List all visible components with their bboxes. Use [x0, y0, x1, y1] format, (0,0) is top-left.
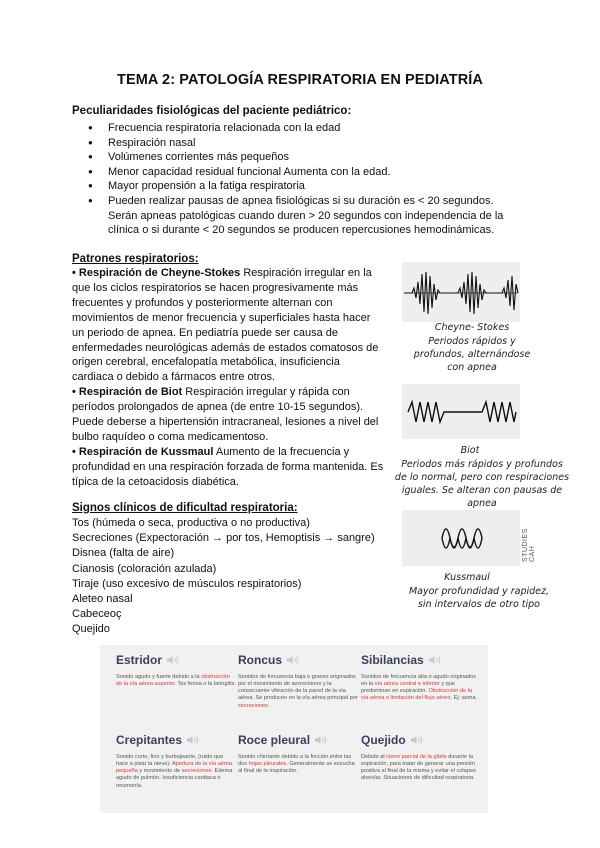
list-item: Tos (húmeda o seca, productiva o no productiva) — [72, 517, 310, 529]
cheyne-text: Respiración irregular en la que los ciclos respiratorios se hacen progresivamente más frecuentes y profundos y posteriormente alternan con movimientos de menor frecuencia y superficiales hasta hacer un periodo de apnea. En pediatría puede ser causa de enfermedades neurológicas además de estados comatosos de origen cerebral, encefalopatía metabólica, insuficiencia cardiaca o debido a fármacos entre otros. — [72, 267, 379, 384]
cheyne-stokes-caption: Periodos rápidos y profundos, alternándose con apnea — [413, 336, 531, 373]
biot-figure — [402, 384, 520, 439]
sound-card-roncus: Roncus Sonidos de frecuencia baja o graves originados por el movimiento de secreciones y la consecuente vibración de la pared de la vía aérea. Se producen en la vía aérea principal por secreciones. — [238, 653, 358, 709]
patrones-heading: Patrones respiratorios: — [72, 253, 199, 265]
sounds-panel — [100, 645, 488, 813]
speaker-icon[interactable] — [428, 654, 442, 668]
cheyne-term: • Respiración de Cheyne-Stokes — [72, 267, 241, 279]
sound-card-quejido: Quejido Debido al cierre parcial de la glotis durante la espiración, para tratar de generar una presión positiva al final de la misma y evitar el colapso alveolar. Situaciones de dificultad respiratoria. — [361, 733, 476, 782]
speaker-icon[interactable] — [166, 654, 180, 668]
cheyne-stokes-waveform — [402, 262, 520, 322]
kussmaul-term: • Respiración de Kussmaul — [72, 445, 214, 458]
speaker-icon[interactable] — [314, 734, 328, 748]
kussmaul-figure — [402, 510, 520, 566]
list-item: Disnea (falta de aire) — [72, 547, 175, 560]
sound-card-estridor: Estridor Sonido agudo y fuerte debido a la obstrucción de la vía aérea superior. Tos ferina o la laringitis. — [116, 653, 236, 688]
speaker-icon[interactable] — [186, 734, 200, 748]
patrones-text — [72, 266, 384, 490]
list-item: Secreciones (Expectoración → por tos, Hemoptisis → sangre) — [72, 532, 375, 545]
watermark: STUDIES CAH — [522, 528, 536, 562]
kussmaul-text: Aumento de la frecuencia y profundidad en una respiración forzada de forma mantenida. Es típica de la cetoacidosis diabética. — [72, 445, 384, 488]
list-item: ● Menor capacidad residual funcional Aumenta con la edad. — [72, 165, 527, 180]
sound-title: Roce pleural — [238, 733, 311, 747]
list-item: Cabeceoç — [72, 608, 122, 621]
list-item: Tiraje (uso excesivo de músculos respiratorios) — [72, 577, 302, 590]
biot-term: • Respiración de Biot — [72, 386, 183, 399]
page-title: TEMA 2: PATOLOGÍA RESPIRATORIA EN PEDIATRÍA — [116, 72, 483, 88]
list-item: Aleteo nasal — [72, 593, 133, 606]
speaker-icon[interactable] — [410, 734, 424, 748]
sound-card-sibilancias: Sibilancias Sonidos de frecuencia alta o agudo originados en la vía aérea central e inferior y que predominan en espiración. Obstrucción de la vía aérea o limitación del flujo aéreo. Ej: asma. — [361, 653, 477, 702]
sound-title: Crepitantes — [116, 733, 183, 747]
sound-title: Sibilancias — [361, 653, 424, 667]
sound-card-crepitantes: Crepitantes Sonido corto, fino y burbujeante, (ruido que hace a pisar la nieve). Apertura de la vía aérea pequeña y movimiento de secreciones. Edema agudo de pulmón. Insuficiencia cardiaca o neumonía. — [116, 733, 233, 789]
sound-title: Roncus — [238, 653, 283, 667]
list-item: Cianosis (coloración azulada) — [72, 562, 217, 575]
biot-waveform — [402, 384, 520, 439]
list-item: ● Respiración nasal — [72, 136, 527, 151]
list-item: ● Mayor propensión a la fatiga respiratoria — [72, 179, 527, 194]
signos-heading: Signos clínicos de dificultad respiratoria: — [72, 502, 298, 514]
list-item: ● Volúmenes corrientes más pequeños — [72, 150, 527, 165]
kussmaul-caption: Mayor profundidad y rapidez, sin intervalos de otro tipo — [408, 586, 549, 610]
cheyne-stokes-figure — [402, 262, 520, 322]
peculiaridades-heading: Peculiaridades fisiológicas del paciente pediátrico: — [72, 105, 352, 117]
kussmaul-waveform — [402, 510, 520, 566]
sound-title: Quejido — [361, 733, 406, 747]
signos-list — [72, 516, 375, 638]
speaker-icon[interactable] — [286, 654, 300, 668]
list-item: Quejido — [72, 623, 110, 636]
list-item: ● Pueden realizar pausas de apnea fisiológicas si su duración es < 20 segundos. Serán apneas patológicas cuando duren > 20 segundos con independencia de la clínica o si durante < 20 segundos se producen repercusiones hemodinámicas. — [72, 194, 527, 238]
sound-card-roce-pleural: Roce pleural Sonido chirriante debido a la fricción entre las dos hojas pleurales. Generalmente se escucha al final de la inspiración. — [238, 733, 355, 775]
sound-title: Estridor — [116, 653, 163, 667]
kussmaul-label: Kussmaul — [444, 572, 490, 583]
cheyne-stokes-label: Cheyne- Stokes — [434, 322, 510, 333]
biot-caption: Periodos más rápidos y profundos de lo normal, pero con respiraciones iguales. Se alteran con pausas de apnea — [394, 459, 570, 509]
biot-label: Biot — [460, 445, 480, 456]
peculiaridades-list — [72, 121, 527, 238]
biot-text: Respiración irregular y rápida con períodos prolongados de apnea (de entre 10-15 segundos). Puede deberse a hipertensión intracraneal, lesiones a nivel del bulbo raquídeo o coma medicamentoso. — [72, 386, 379, 443]
list-item: ● Frecuencia respiratoria relacionada con la edad — [72, 121, 527, 136]
